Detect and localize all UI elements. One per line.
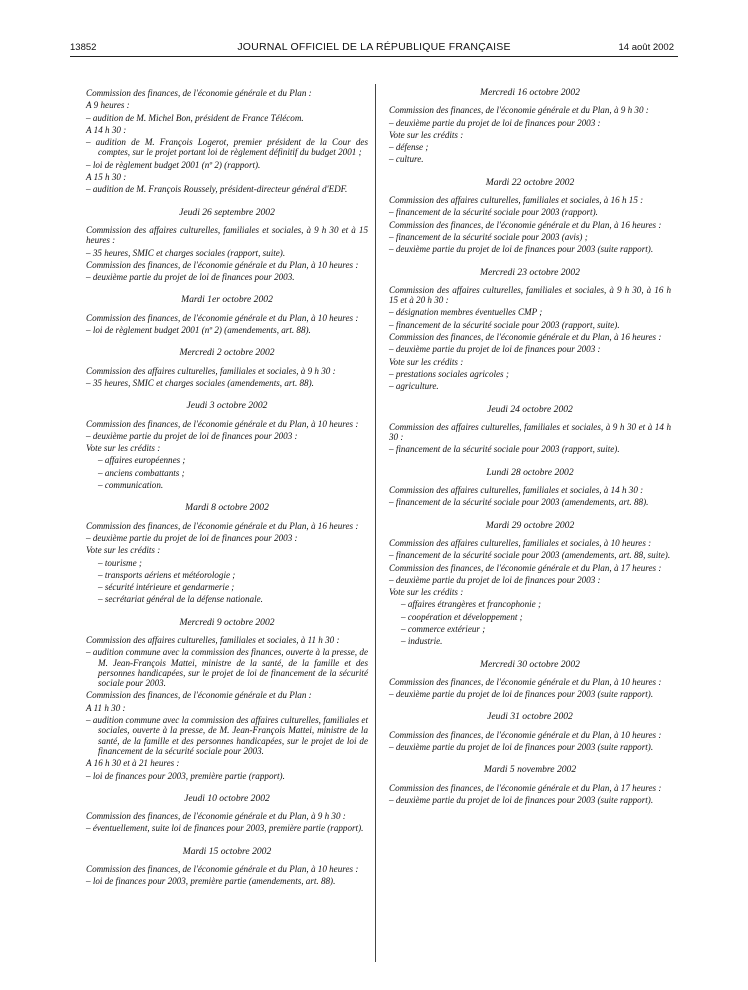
- agenda-item: – deuxième partie du projet de loi de finances pour 2003 (suite rapport).: [389, 794, 654, 805]
- agenda-section: [86, 348, 368, 388]
- time-line: A 14 h 30 :: [86, 124, 127, 135]
- agenda-section: [389, 765, 671, 805]
- agenda-item: – deuxième partie du projet de loi de finances pour 2003 :: [389, 117, 601, 128]
- agenda-item: – loi de règlement budget 2001 (nº 2) (amendements, art. 88).: [86, 325, 311, 336]
- section-date: Lundi 28 octobre 2002: [486, 466, 574, 478]
- credit-item: – transports aériens et météorologie ;: [98, 569, 236, 580]
- agenda-item: – deuxième partie du projet de loi de finances pour 2003.: [86, 272, 295, 283]
- agenda-section: [389, 660, 671, 700]
- agenda-item: – loi de finances pour 2003, première partie (amendements, art. 88).: [86, 876, 336, 887]
- section-date: Mardi 15 octobre 2002: [182, 845, 272, 857]
- section-date: Mardi 29 octobre 2002: [485, 519, 575, 531]
- agenda-item: – financement de la sécurité sociale pour 2003 (avis) ;: [389, 231, 588, 242]
- section-date: Mercredi 16 octobre 2002: [480, 87, 580, 98]
- vote-line: Vote sur les crédits :: [389, 587, 464, 598]
- agenda-item: – loi de règlement budget 2001 (nº 2) (rapport).: [86, 159, 261, 170]
- committee-line: Commission des affaires culturelles, familiales et sociales, à 9 h 30 et à 15 heures :: [86, 224, 368, 246]
- time-line: A 11 h 30 :: [86, 702, 126, 713]
- committee-line: Commission des affaires culturelles, familiales et sociales, à 9 h 30 et à 14 h 30 :: [389, 421, 671, 443]
- agenda-item: – audition commune avec la commission des affaires culturelles, familiales et sociales, ouverte à la presse, de M. Jean-François Mattei, ministre de la santé, de la famille et des personnes handicapées, sur le projet de loi de financement de la sécurité sociale pour 2003.: [86, 715, 368, 756]
- agenda-item: – financement de la sécurité sociale pour 2003 (rapport).: [389, 207, 598, 218]
- agenda-section: [389, 405, 671, 455]
- agenda-section: [86, 618, 368, 781]
- committee-line: Commission des affaires culturelles, familiales et sociales, à 14 h 30 :: [389, 485, 644, 496]
- agenda-section: [389, 88, 671, 165]
- section-date: Jeudi 3 octobre 2002: [186, 400, 268, 412]
- committee-line: Commission des finances, de l'économie générale et du Plan :: [86, 88, 312, 98]
- vote-line: Vote sur les crédits :: [389, 356, 464, 367]
- agenda-item: – deuxième partie du projet de loi de finances pour 2003 :: [86, 430, 298, 441]
- section-date: Mercredi 30 octobre 2002: [480, 658, 580, 670]
- agenda-item: – financement de la sécurité sociale pour 2003 (amendements, art. 88).: [389, 497, 649, 508]
- committee-line: Commission des finances, de l'économie générale et du Plan, à 16 heures :: [389, 219, 662, 230]
- section-date: Mardi 8 octobre 2002: [185, 502, 269, 514]
- agenda-section: [389, 468, 671, 508]
- agenda-section: [86, 401, 368, 490]
- committee-line: Commission des affaires culturelles, familiales et sociales, à 11 h 30 :: [86, 634, 340, 645]
- agenda-item: – audition de M. Michel Bon, président de France Télécom.: [86, 112, 304, 123]
- credit-item: – industrie.: [401, 636, 443, 647]
- journal-title: JOURNAL OFFICIEL DE LA RÉPUBLIQUE FRANÇAISE: [237, 41, 511, 53]
- time-line: A 9 heures :: [86, 100, 130, 111]
- agenda-item: – deuxième partie du projet de loi de finances pour 2003 (suite rapport).: [389, 742, 654, 753]
- credit-item: – coopération et développement ;: [401, 611, 523, 622]
- vote-line: Vote sur les crédits :: [86, 545, 161, 556]
- agenda-item: – audition de M. François Logerot, premier président de la Cour des comptes, sur le projet portant loi de règlement définitif du budget 2001 ;: [86, 137, 368, 158]
- credit-item: – affaires européennes ;: [98, 455, 186, 466]
- time-line: A 15 h 30 :: [86, 172, 127, 183]
- committee-line: Commission des affaires culturelles, familiales et sociales, à 9 h 30 :: [86, 365, 336, 376]
- agenda-section: [389, 712, 671, 752]
- agenda-section: [86, 847, 368, 887]
- committee-line: Commission des finances, de l'économie générale et du Plan, à 10 heures :: [86, 864, 359, 875]
- left-column: [86, 88, 368, 900]
- agenda-item: – deuxième partie du projet de loi de finances pour 2003 :: [389, 574, 601, 585]
- agenda-item: – deuxième partie du projet de loi de finances pour 2003 (suite rapport).: [389, 244, 654, 255]
- committee-line: Commission des finances, de l'économie générale et du Plan, à 10 heures :: [389, 676, 662, 687]
- agenda-item: – audition de M. François Roussely, président-directeur général d'EDF.: [86, 184, 348, 195]
- agenda-item: – audition commune avec la commission des finances, ouverte à la presse, de M. Jean-François Mattei, ministre de la santé, de la famille et des personnes handicapées, sur le projet de loi de financement de la sécurité sociale pour 2003.: [86, 647, 368, 689]
- section-date: Jeudi 31 octobre 2002: [487, 711, 573, 723]
- agenda-item: – loi de finances pour 2003, première partie (rapport).: [86, 770, 285, 781]
- section-date: Mercredi 23 octobre 2002: [480, 266, 580, 278]
- vote-line: Vote sur les crédits :: [389, 129, 464, 140]
- vote-line: Vote sur les crédits :: [86, 443, 161, 454]
- committee-line: Commission des finances, de l'économie générale et du Plan, à 10 heures :: [86, 259, 359, 270]
- agenda-section: [86, 503, 368, 604]
- agenda-section: [389, 521, 671, 647]
- agenda-item: – deuxième partie du projet de loi de finances pour 2003 :: [389, 344, 601, 355]
- credit-item: – agriculture.: [389, 381, 439, 392]
- agenda-item: – 35 heures, SMIC et charges sociales (amendements, art. 88).: [86, 377, 314, 388]
- section-date: Jeudi 24 octobre 2002: [487, 403, 573, 415]
- committee-line: Commission des finances, de l'économie générale et du Plan, à 10 heures :: [86, 418, 359, 429]
- page-number: 13852: [70, 42, 97, 53]
- right-column: [389, 88, 671, 818]
- committee-line: Commission des finances, de l'économie générale et du Plan, à 10 heures :: [86, 312, 359, 323]
- credit-item: – anciens combattants ;: [98, 467, 185, 478]
- agenda-section: [86, 794, 368, 834]
- section-date: Mercredi 9 octobre 2002: [179, 616, 275, 628]
- credit-item: – affaires étrangères et francophonie ;: [401, 599, 542, 610]
- credit-item: – sécurité intérieure et gendarmerie ;: [98, 582, 235, 593]
- credit-item: – culture.: [389, 154, 424, 165]
- committee-line: Commission des finances, de l'économie générale et du Plan, à 17 heures :: [389, 782, 662, 793]
- committee-line: Commission des finances, de l'économie générale et du Plan, à 10 heures :: [389, 729, 662, 740]
- agenda-section: [389, 268, 671, 392]
- committee-line: Commission des finances, de l'économie générale et du Plan, à 9 h 30 :: [389, 105, 649, 116]
- agenda-section-intro: [86, 88, 368, 195]
- column-divider: [375, 84, 376, 962]
- section-date: Jeudi 26 septembre 2002: [179, 206, 275, 218]
- agenda-item: – 35 heures, SMIC et charges sociales (rapport, suite).: [86, 247, 286, 258]
- committee-line: Commission des finances, de l'économie générale et du Plan, à 9 h 30 :: [86, 811, 346, 822]
- section-date: Mercredi 2 octobre 2002: [179, 347, 275, 359]
- agenda-item: – éventuellement, suite loi de finances pour 2003, première partie (rapport).: [86, 823, 364, 834]
- committee-line: Commission des finances, de l'économie générale et du Plan, à 17 heures :: [389, 562, 662, 573]
- agenda-item: – financement de la sécurité sociale pour 2003 (rapport, suite).: [389, 444, 620, 455]
- credit-item: – secrétariat général de la défense nationale.: [98, 594, 263, 605]
- committee-line: Commission des affaires culturelles, familiales et sociales, à 16 h 15 :: [389, 195, 644, 206]
- time-line: A 16 h 30 et à 21 heures :: [86, 758, 180, 769]
- committee-line: Commission des affaires culturelles, familiales et sociales, à 9 h 30, à 16 h 15 et à 20 h 30 :: [389, 284, 671, 306]
- agenda-item: – financement de la sécurité sociale pour 2003 (rapport, suite).: [389, 319, 620, 330]
- section-date: Mardi 1er octobre 2002: [181, 294, 273, 306]
- agenda-section: [86, 295, 368, 335]
- credit-item: – défense ;: [389, 142, 429, 153]
- section-date: Jeudi 10 octobre 2002: [184, 792, 270, 804]
- page-header: [0, 0, 748, 58]
- issue-date: 14 août 2002: [618, 42, 674, 53]
- header-rule: [70, 56, 678, 57]
- agenda-item: – deuxième partie du projet de loi de finances pour 2003 (suite rapport).: [389, 689, 654, 700]
- agenda-item: – désignation membres éventuelles CMP ;: [389, 307, 543, 318]
- agenda-item: – financement de la sécurité sociale pour 2003 (amendements, art. 88, suite).: [389, 550, 671, 561]
- agenda-item: – deuxième partie du projet de loi de finances pour 2003 :: [86, 532, 298, 543]
- section-date: Mardi 5 novembre 2002: [483, 764, 577, 776]
- credit-item: – commerce extérieur ;: [401, 623, 486, 634]
- agenda-section: [389, 178, 671, 255]
- agenda-section: [86, 208, 368, 283]
- credit-item: – communication.: [98, 480, 164, 491]
- credit-item: – prestations sociales agricoles ;: [389, 368, 509, 379]
- committee-line: Commission des finances, de l'économie générale et du Plan, à 16 heures :: [86, 520, 359, 531]
- committee-line: Commission des affaires culturelles, familiales et sociales, à 10 heures :: [389, 537, 652, 548]
- credit-item: – tourisme ;: [98, 557, 142, 568]
- section-date: Mardi 22 octobre 2002: [485, 176, 575, 188]
- committee-line: Commission des finances, de l'économie générale et du Plan, à 16 heures :: [389, 332, 662, 343]
- committee-line: Commission des finances, de l'économie générale et du Plan :: [86, 690, 312, 701]
